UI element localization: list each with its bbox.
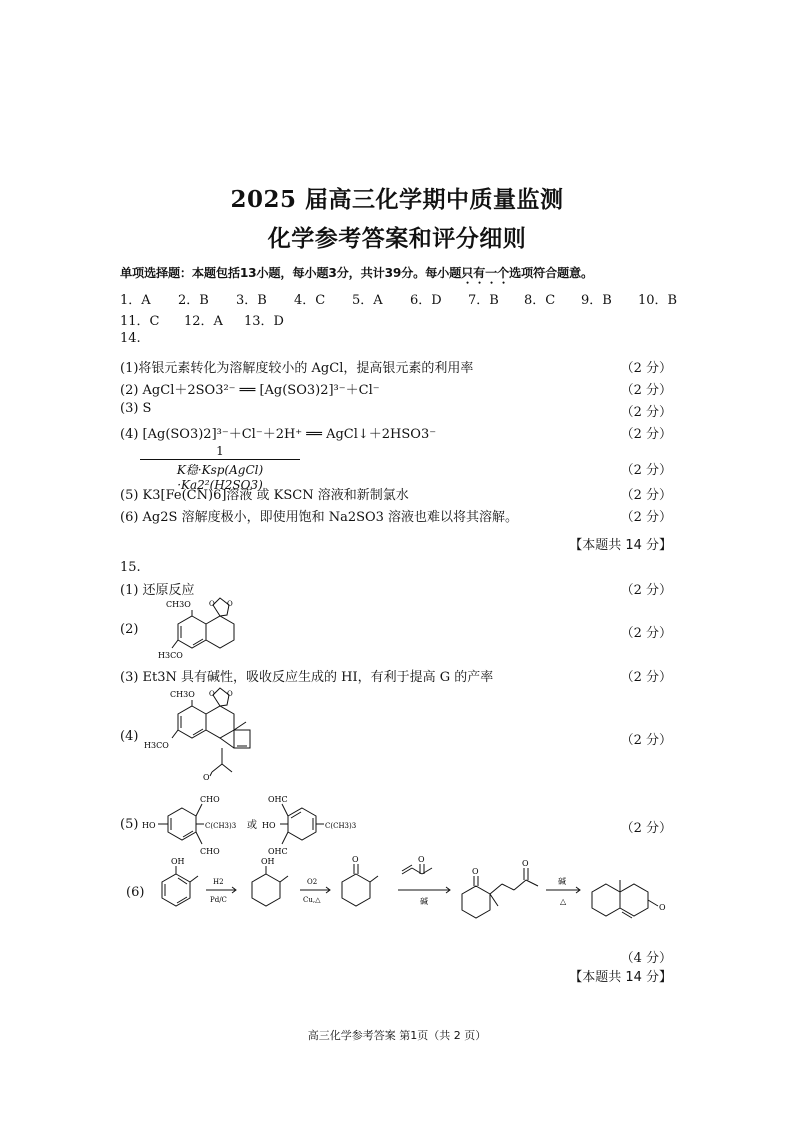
mc-answer: 8．C bbox=[524, 293, 556, 308]
oxygen-label: O bbox=[472, 867, 479, 876]
mc-answer: 2．B bbox=[178, 293, 209, 308]
q14-total: 【本题共 14 分】 bbox=[569, 538, 672, 553]
q14-part3 bbox=[120, 401, 672, 421]
intro-part-b: 选项符合题意。 bbox=[509, 266, 593, 280]
mc-answer: 1．A bbox=[120, 293, 151, 308]
q14-part4b bbox=[120, 459, 672, 479]
q15-part4-label: (4) bbox=[120, 729, 139, 744]
fraction-denominator: K稳·Ksp(AgCl) ·Ka2²(H2SO3) bbox=[176, 463, 264, 492]
q15-part4-points: （2 分） bbox=[620, 733, 672, 748]
oh-label: OH bbox=[261, 857, 275, 866]
q14-part6 bbox=[120, 506, 672, 526]
q14-part3-points: （2 分） bbox=[620, 405, 672, 420]
q14-part2 bbox=[120, 379, 672, 399]
q14-part2-text: (2) AgCl＋2SO3²⁻ ══ [Ag(SO3)2]³⁻＋Cl⁻ bbox=[120, 383, 380, 398]
fraction-numerator: 1 bbox=[140, 444, 300, 460]
page-footer: 高三化学参考答案 第1页（共 2 页） bbox=[307, 1029, 487, 1042]
mc-answer: 3．B bbox=[236, 293, 267, 308]
q15-number: 15. bbox=[120, 560, 141, 575]
structure-q15-2 bbox=[158, 596, 268, 664]
oxygen-label: O bbox=[659, 903, 666, 912]
q15-part3 bbox=[120, 666, 672, 686]
oh-label: OH bbox=[171, 857, 185, 866]
mc-answer: 11．C bbox=[120, 314, 160, 329]
or-label: 或 bbox=[247, 820, 257, 831]
q15-part3-text: (3) Et3N 具有碱性，吸收反应生成的 HI，有利于提高 G 的产率 bbox=[120, 670, 494, 685]
page-subtitle: 化学参考答案和评分细则 bbox=[267, 225, 527, 252]
q14-part4b-points: （2 分） bbox=[620, 463, 672, 478]
q15-part1-text: (1) 还原反应 bbox=[120, 583, 195, 598]
mc-answer: 5．A bbox=[352, 293, 383, 308]
cho-label: CHO bbox=[200, 847, 220, 856]
q15-part5-label: (5) bbox=[120, 817, 139, 832]
mc-answer: 7．B bbox=[468, 293, 499, 308]
q15-part5-points: （2 分） bbox=[620, 821, 672, 836]
q15-total: 【本题共 14 分】 bbox=[569, 970, 672, 985]
reagent-cu: Cu,△ bbox=[303, 896, 321, 904]
intro-emphasis: 只有一个 bbox=[461, 266, 510, 280]
q14-part5-text: (5) K3[Fe(CN)6]溶液 或 KSCN 溶液和新制氯水 bbox=[120, 488, 409, 503]
oxygen-label: O bbox=[418, 855, 425, 864]
reagent-o2: O2 bbox=[307, 878, 318, 886]
section-instructions bbox=[120, 264, 593, 287]
q14-part4-points: （2 分） bbox=[620, 427, 672, 442]
q14-part2-points: （2 分） bbox=[620, 383, 672, 398]
q14-part6-points: （2 分） bbox=[620, 510, 672, 525]
mc-answer: 12．A bbox=[184, 314, 223, 329]
h3co-label: H3CO bbox=[158, 651, 183, 660]
reagent-base: 碱 bbox=[558, 877, 566, 886]
reagent-base: 碱 bbox=[420, 897, 428, 906]
q14-part3-text: (3) S bbox=[120, 401, 152, 416]
ho-label: HO bbox=[142, 821, 156, 830]
structure-q15-5 bbox=[142, 788, 372, 858]
oxygen-label: O bbox=[522, 859, 529, 868]
q14-part6-text: (6) Ag2S 溶解度极小，即使用饱和 Na2SO3 溶液也难以将其溶解。 bbox=[120, 510, 519, 525]
ohc-label: OHC bbox=[268, 847, 288, 856]
oxygen-label: O bbox=[227, 690, 233, 698]
reagent-heat: △ bbox=[560, 897, 567, 906]
q15-part3-points: （2 分） bbox=[620, 670, 672, 685]
oxygen-label: O bbox=[209, 690, 215, 698]
q14-part5 bbox=[120, 484, 672, 504]
reagent-pdc: Pd/C bbox=[210, 896, 227, 904]
q14-part5-points: （2 分） bbox=[620, 488, 672, 503]
oxygen-label: O bbox=[227, 600, 233, 608]
q14-part1-points: （2 分） bbox=[620, 361, 672, 376]
q14-part4 bbox=[120, 423, 672, 443]
q14-part1 bbox=[120, 357, 672, 377]
reagent-h2: H2 bbox=[213, 878, 224, 886]
q15-part1-points: （2 分） bbox=[620, 583, 672, 598]
ohc-label: OHC bbox=[268, 795, 288, 804]
mc-answer: 10．B bbox=[638, 293, 678, 308]
tbu-label: C(CH3)3 bbox=[205, 822, 237, 830]
page-title: 2025 届高三化学期中质量监测 bbox=[230, 186, 564, 213]
structure-q15-4 bbox=[142, 686, 282, 788]
oxygen-label: O bbox=[209, 600, 215, 608]
ho-label: HO bbox=[262, 821, 276, 830]
oxygen-label: O bbox=[352, 855, 359, 864]
cho-label: CHO bbox=[200, 795, 220, 804]
mc-answer: 6．D bbox=[410, 293, 442, 308]
q15-part2-points: （2 分） bbox=[620, 626, 672, 641]
tbu-label: C(CH3)3 bbox=[325, 822, 357, 830]
och3-label: CH3O bbox=[166, 600, 191, 609]
q14-part4-text: (4) [Ag(SO3)2]³⁻＋Cl⁻＋2H⁺ ══ AgCl↓＋2HSO3⁻ bbox=[120, 427, 437, 442]
q15-part6 bbox=[120, 947, 672, 967]
mc-answer: 13．D bbox=[244, 314, 284, 329]
synthesis-route-q15-6 bbox=[150, 852, 680, 938]
q14-part1-text: (1)将银元素转化为溶解度较小的 AgCl，提高银元素的利用率 bbox=[120, 361, 474, 376]
mc-answer: 9．B bbox=[581, 293, 612, 308]
intro-part-a: 单项选择题：本题包括13小题，每小题3分，共计39分。每小题 bbox=[120, 266, 462, 280]
mc-answer: 4．C bbox=[294, 293, 326, 308]
q14-number: 14. bbox=[120, 331, 141, 346]
och3-label: CH3O bbox=[170, 690, 195, 699]
q15-part6-label: (6) bbox=[126, 885, 145, 900]
q15-part2-label: (2) bbox=[120, 622, 139, 637]
oxygen-label: O bbox=[203, 773, 210, 782]
h3co-label: H3CO bbox=[144, 741, 169, 750]
q15-part6-points: （4 分） bbox=[620, 951, 672, 966]
